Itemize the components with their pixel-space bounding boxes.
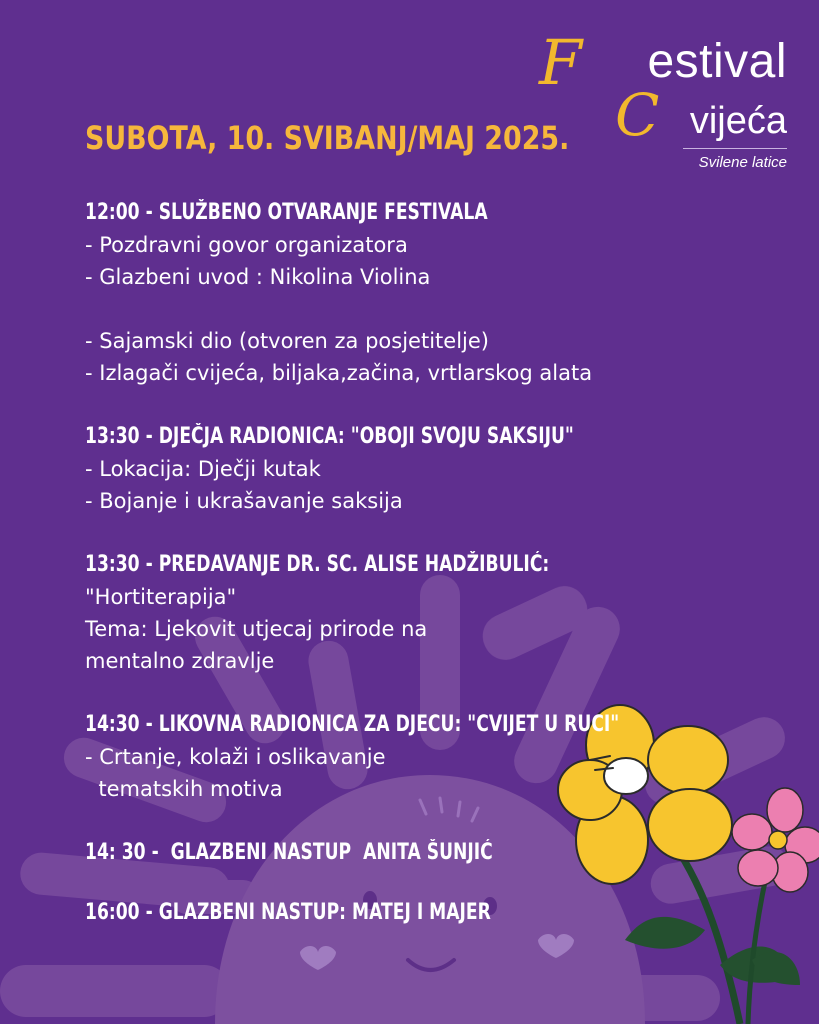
schedule-heading: 13:30 - PREDAVANJE DR. SC. ALISE HADŽIBULIĆ: — [85, 552, 550, 577]
schedule-line: - Pozdravni govor organizatora — [85, 233, 408, 257]
schedule-line: - Crtanje, kolaži i oslikavanje — [85, 745, 386, 769]
schedule-line: tematskih motiva — [85, 777, 283, 801]
schedule-heading: 13:30 - DJEČJA RADIONICA: "OBOJI SVOJU SAKSIJU" — [85, 424, 574, 449]
schedule-heading: 16:00 - GLAZBENI NASTUP: MATEJ I MAJER — [85, 900, 491, 925]
schedule-line: - Sajamski dio (otvoren za posjetitelje) — [85, 329, 489, 353]
schedule-line: - Glazbeni uvod : Nikolina Violina — [85, 265, 431, 289]
logo-divider — [683, 148, 787, 149]
spacer — [85, 517, 705, 549]
schedule-item — [85, 421, 705, 517]
spacer — [85, 805, 705, 837]
pink-flower — [732, 788, 819, 1024]
spacer — [85, 389, 705, 421]
schedule-line: - Lokacija: Dječji kutak — [85, 457, 321, 481]
event-date: SUBOTA, 10. SVIBANJ/MAJ 2025. — [85, 119, 570, 157]
schedule-item — [85, 837, 705, 869]
schedule-item — [85, 325, 705, 389]
spacer — [85, 677, 705, 709]
logo-initial-f: F — [539, 26, 583, 99]
schedule-item — [85, 549, 705, 677]
schedule-line: - Izlagači cvijeća, biljaka,začina, vrtlarskog alata — [85, 361, 593, 385]
spacer — [85, 869, 705, 897]
schedule-item — [85, 897, 705, 929]
logo-initial-c: C — [615, 81, 660, 149]
schedule-line: "Hortiterapija" — [85, 585, 237, 609]
schedule-line: mentalno zdravlje — [85, 649, 275, 673]
spacer — [85, 293, 705, 325]
logo-subtitle: Svilene latice — [698, 154, 787, 171]
schedule-heading: 12:00 - SLUŽBENO OTVARANJE FESTIVALA — [85, 200, 488, 225]
logo-word-festival: estival — [647, 35, 787, 88]
schedule-item — [85, 709, 705, 805]
schedule-heading: 14: 30 - GLAZBENI NASTUP ANITA ŠUNJIĆ — [85, 840, 493, 865]
program-schedule — [85, 197, 705, 929]
logo-word-cvijeca: vijeća — [689, 100, 787, 142]
schedule-item — [85, 197, 705, 293]
schedule-line: - Bojanje i ukrašavanje saksija — [85, 489, 403, 513]
schedule-line: Tema: Ljekovit utjecaj prirode na — [85, 617, 428, 641]
schedule-heading: 14:30 - LIKOVNA RADIONICA ZA DJECU: "CVIJET U RUCI" — [85, 712, 620, 737]
